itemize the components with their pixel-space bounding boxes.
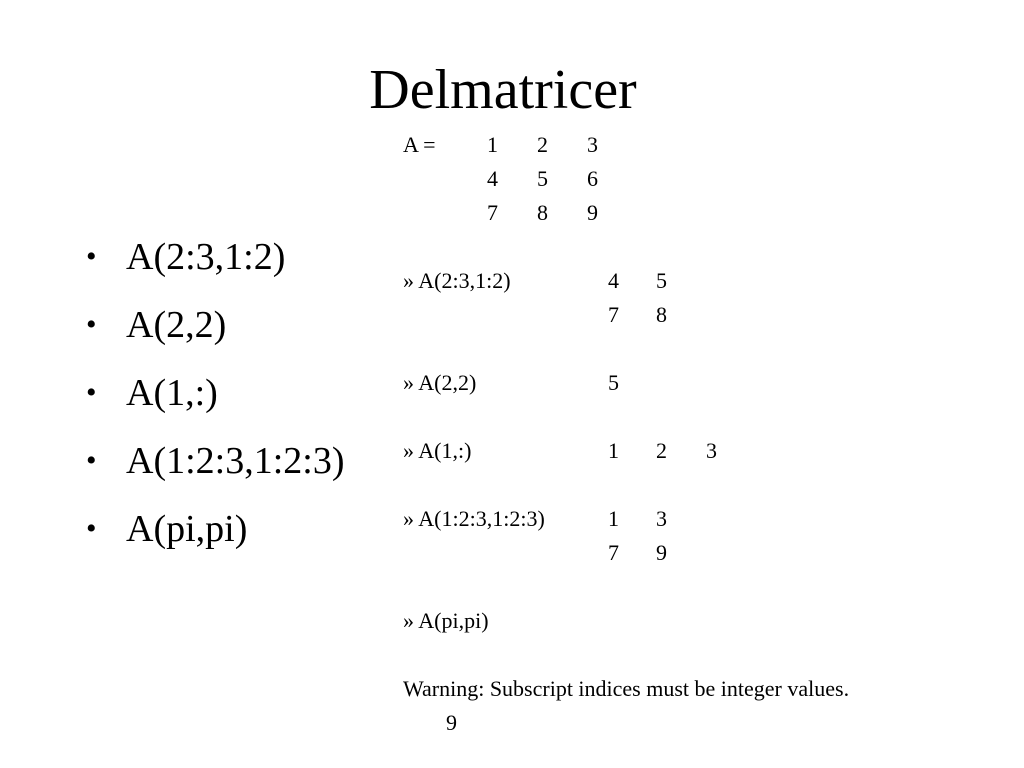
matrix-cell: 4 [487, 166, 498, 191]
result-cell: 9 [656, 540, 667, 565]
command-prompt: » A(1:2:3,1:2:3) [403, 506, 545, 531]
bullet-marker: • [86, 376, 97, 409]
slide-title: Delmatricer [369, 59, 637, 121]
bullet-marker: • [86, 444, 97, 477]
result-cell: 5 [608, 370, 619, 395]
command-prompt: » A(pi,pi) [403, 608, 489, 633]
result-cell: 5 [656, 268, 667, 293]
result-cell: 7 [608, 302, 619, 327]
matrix-cell: 3 [587, 132, 598, 157]
matrix-cell: 9 [587, 200, 598, 225]
bullet-marker: • [86, 308, 97, 341]
bullet-text: A(1,:) [126, 372, 218, 414]
result-cell: 3 [706, 438, 717, 463]
bullet-text: A(1:2:3,1:2:3) [126, 440, 345, 482]
matrix-cell: 8 [537, 200, 548, 225]
matlab-console-output [403, 128, 1003, 748]
bullet-text: A(pi,pi) [126, 508, 248, 550]
bullet-text: A(2:3,1:2) [126, 236, 286, 278]
command-prompt: » A(1,:) [403, 438, 472, 463]
command-prompt: » A(2,2) [403, 370, 477, 395]
result-cell: 1 [608, 506, 619, 531]
matrix-cell: 7 [487, 200, 498, 225]
bullet-text: A(2,2) [126, 304, 227, 346]
matrix-cell: 1 [487, 132, 498, 157]
result-cell: 1 [608, 438, 619, 463]
warning-result-value: 9 [446, 710, 457, 735]
matrix-cell: 2 [537, 132, 548, 157]
result-cell: 2 [656, 438, 667, 463]
bullet-marker: • [86, 512, 97, 545]
matrix-cell: 5 [537, 166, 548, 191]
result-cell: 3 [656, 506, 667, 531]
warning-message: Warning: Subscript indices must be integer values. [403, 676, 850, 701]
result-cell: 8 [656, 302, 667, 327]
result-cell: 4 [608, 268, 619, 293]
command-prompt: » A(2:3,1:2) [403, 268, 511, 293]
bullet-marker: • [86, 240, 97, 273]
matrix-cell: 6 [587, 166, 598, 191]
matrix-a-label: A = [403, 132, 436, 157]
result-cell: 7 [608, 540, 619, 565]
